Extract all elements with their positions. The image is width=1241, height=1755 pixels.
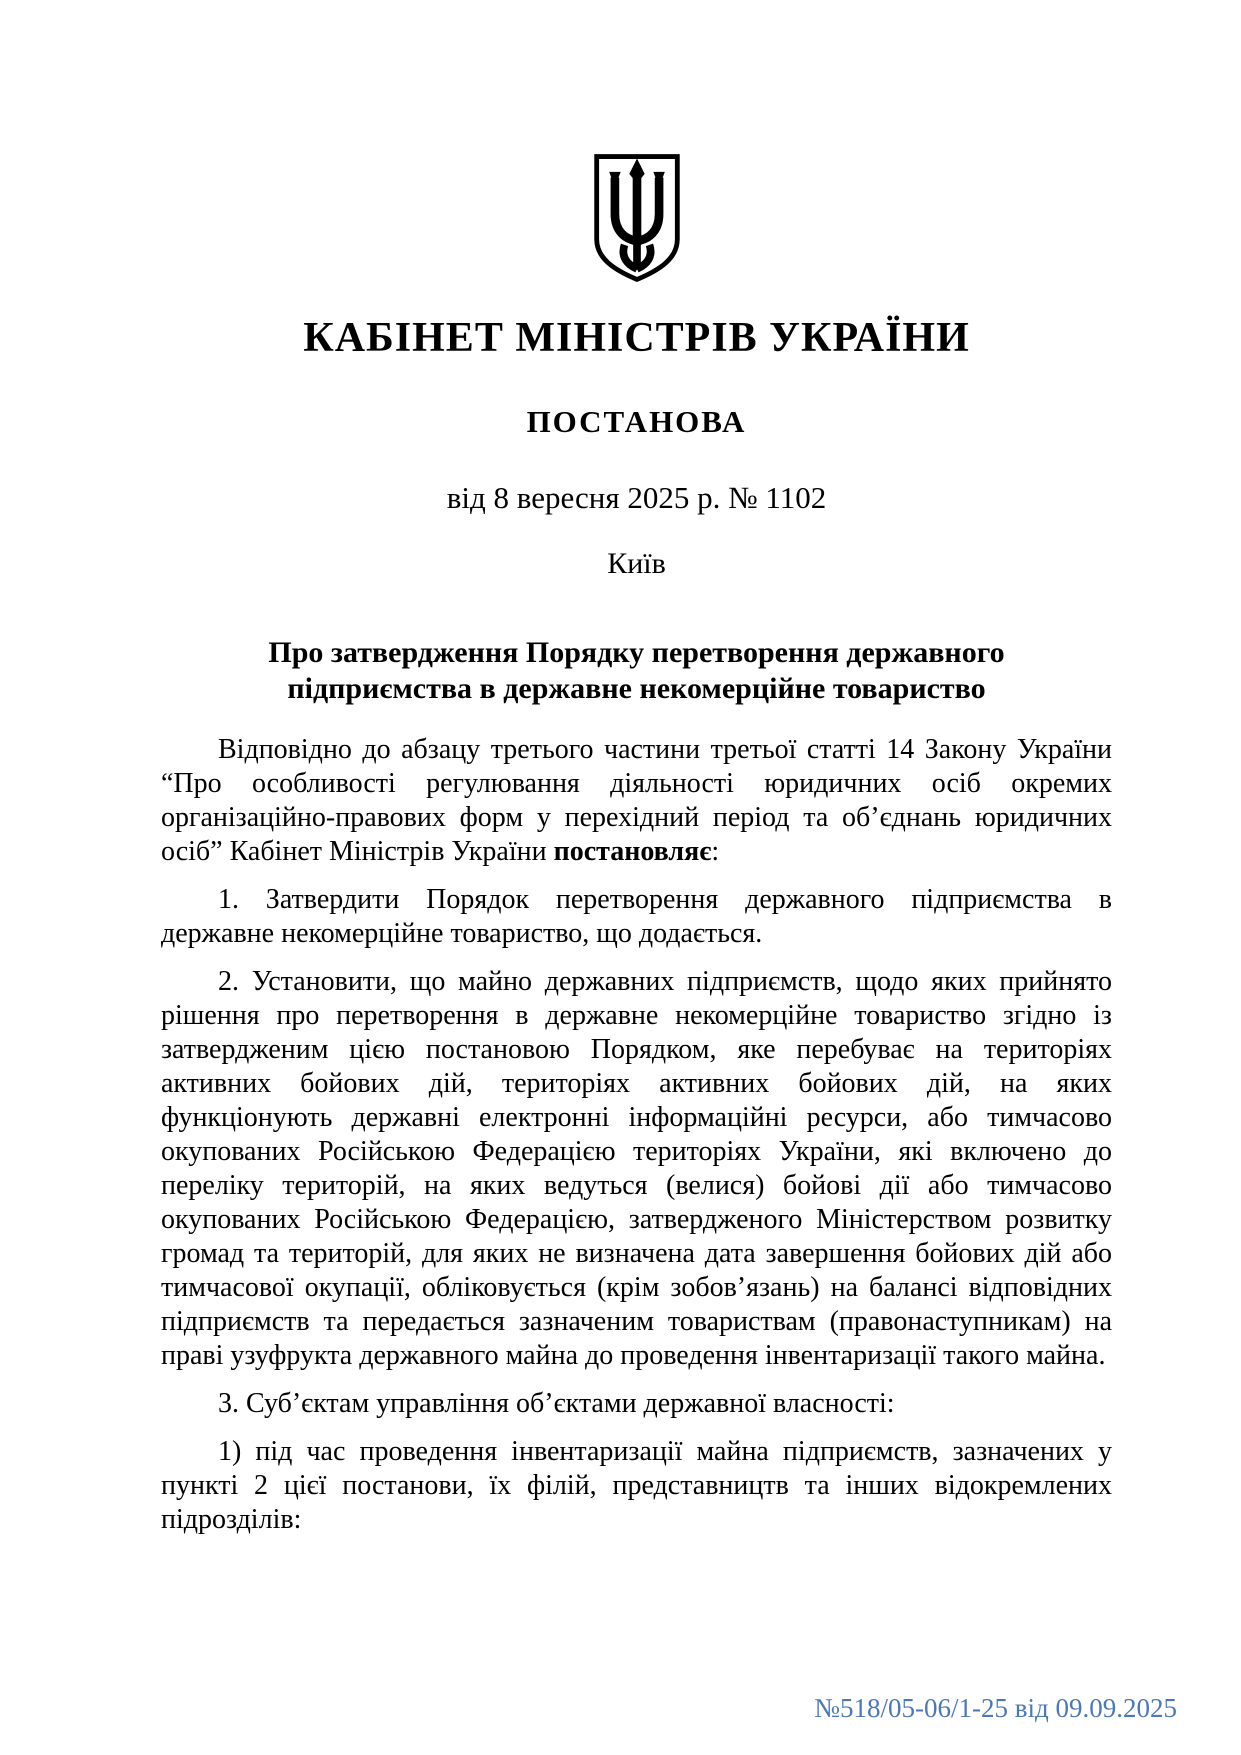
- paragraph-item-3: 3. Суб’єктам управління об’єктами державної власності:: [218, 1388, 895, 1419]
- document-body: [161, 733, 1112, 1537]
- doc-type-label: ПОСТАНОВА: [526, 404, 747, 439]
- document-title-line1: Про затвердження Порядку перетворення державного: [268, 636, 1005, 669]
- document-title: [161, 635, 1112, 707]
- intro-bold-word: постановляє: [553, 836, 712, 867]
- intro-colon: :: [711, 836, 720, 867]
- paragraph-item-2: 2. Установити, що майно державних підприємств, щодо яких прийнято рішення про перетворення в державне некомерційне товариство згідно із затвердженим цією постановою Порядком, яке перебуває на територіях активних бойових дій, територіях активних бойових дій, на яких функціонують державні електронні інформаційні ресурси, або тимчасово окупованих Російською Федерацією територіях України, які включено до переліку територій, на яких ведуться (велися) бойові дії або тимчасово окупованих Російською Федерацією, затвердженого Міністерством розвитку громад та територій, для яких не визначена дата завершення бойових дій або тимчасової окупації, обліковується (крім зобов’язань) на балансі відповідних підприємств та передається зазначеним товариствам (правонаступникам) на праві узуфрукта державного майна до проведення інвентаризації такого майна.: [161, 966, 1112, 1371]
- paragraph-subitem-1: 1) під час проведення інвентаризації майна підприємств, зазначених у пункті 2 цієї постанови, їх філій, представництв та інших відокремлених підрозділів:: [161, 1436, 1112, 1535]
- coat-of-arms-icon: [589, 150, 685, 286]
- date-number-line: від 8 вересня 2025 р. № 1102: [446, 480, 827, 515]
- intro-text: Відповідно до абзацу третього частини третьої статті 14 Закону України “Про особливості регулювання діяльності юридичних осіб окремих організаційно-правових форм у перехідний період та об’єднань юридичних осіб” Кабінет Міністрів України: [161, 734, 1112, 867]
- document-content: [161, 0, 1112, 1551]
- paragraph-item-1: 1. Затвердити Порядок перетворення державного підприємства в державне некомерційне товариство, що додається.: [161, 884, 1112, 949]
- city-label: Київ: [607, 547, 666, 580]
- document-title-line2: підприємства в державне некомерційне товариство: [287, 672, 986, 705]
- registration-stamp: №518/05-06/1-25 від 09.09.2025: [814, 1693, 1177, 1723]
- org-name: КАБІНЕТ МІНІСТРІВ УКРАЇНИ: [303, 315, 970, 361]
- intro-paragraph: [161, 733, 1112, 869]
